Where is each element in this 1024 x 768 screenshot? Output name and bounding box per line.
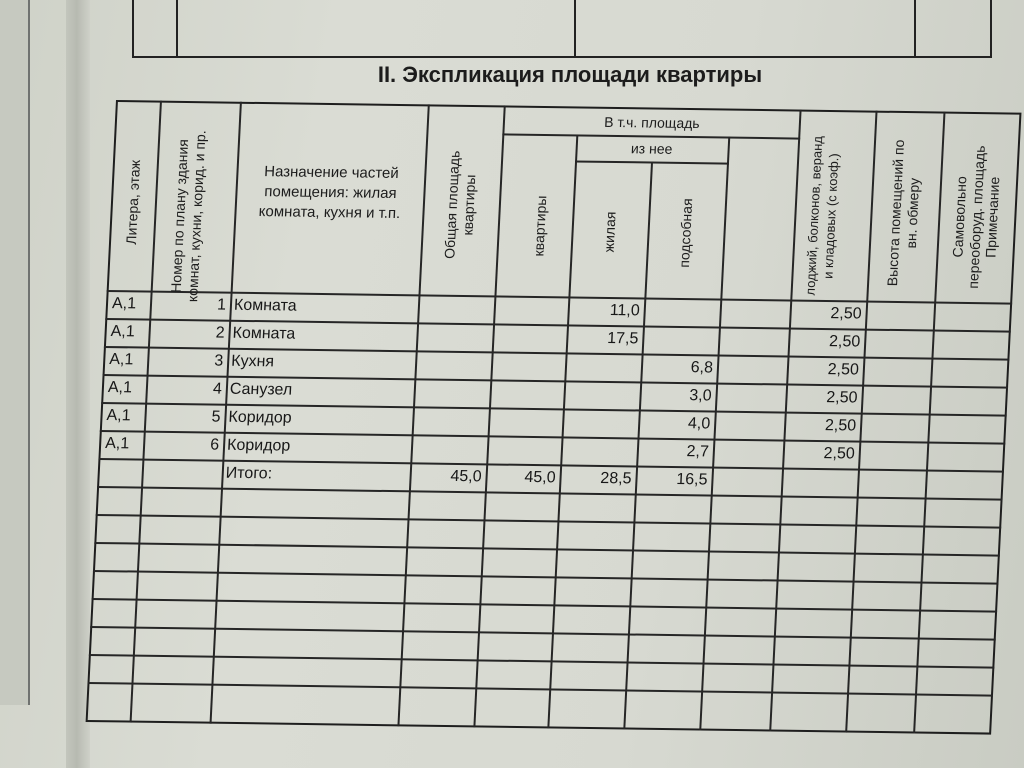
previous-table-divider [914,0,916,56]
section-title: II. Экспликация площади квартиры [377,62,763,87]
row3-podsobnaya: 6,8 [690,359,714,377]
header-v-tch: В т.ч. площадь [603,113,701,132]
header-podsobnaya: подсобная [675,198,695,268]
row2-nomer: 2 [215,324,226,342]
row6-litera: А,1 [104,435,130,453]
header-naznachenie: Назначение частей помещения: жилая комната, кухня и т.п. [258,163,401,223]
header-samovolno: Самовольно переоборуд. площадь [949,145,988,289]
page-fold [66,0,90,768]
row4-litera: А,1 [107,379,133,397]
row1-nomer: 1 [216,296,227,314]
row2-name: Комната [232,324,296,343]
row5-name: Коридор [228,408,293,427]
row5-nomer: 5 [211,408,221,426]
row5-podsobnaya: 4,0 [687,415,711,433]
row6-name: Коридор [226,436,291,455]
header-zhilaya: жилая [600,211,619,253]
header-litera: Литера, этаж [122,159,143,245]
previous-table-bottom [132,0,992,58]
total-label: Итого: [225,464,273,483]
header-iz-nee: из нее [630,140,673,157]
previous-table-divider [574,0,576,56]
header-vysota: Высота помещений по вн. обмеру [883,139,923,287]
previous-table-divider [176,0,178,56]
left-page-edge [0,0,30,705]
row2-vysota: 2,50 [828,333,861,351]
header-lodzhii: лоджий, болконов, веранд и кладовых (с коэф.) [802,135,842,296]
row4-name: Санузел [229,380,293,399]
row1-name: Комната [233,296,298,315]
row3-nomer: 3 [213,352,224,370]
row1-zhilaya: 11,0 [609,302,641,320]
row3-vysota: 2,50 [827,361,860,379]
row6-podsobnaya: 2,7 [686,443,710,461]
header-primechanie: Примечание [981,176,1002,258]
total-obshaya: 45,0 [450,467,483,486]
total-kvartiry: 45,0 [524,468,556,487]
row4-podsobnaya: 3,0 [688,387,713,405]
total-podsobnaya: 16,5 [675,471,708,489]
row5-litera: А,1 [106,407,131,425]
row1-vysota: 2,50 [830,305,863,323]
total-zhilaya: 28,5 [599,469,632,488]
row6-nomer: 6 [209,436,220,454]
explication-table [86,100,1022,735]
row3-name: Кухня [230,352,275,371]
row5-vysota: 2,50 [824,417,857,435]
row1-litera: А,1 [111,295,137,313]
header-obshaya: Общая площадь квартиры [441,150,479,259]
header-kvartiry: квартиры [529,195,549,257]
row4-vysota: 2,50 [825,389,858,407]
row3-litera: А,1 [108,351,134,369]
row6-vysota: 2,50 [823,445,856,463]
row2-zhilaya: 17,5 [606,329,639,348]
row2-litera: А,1 [110,323,136,341]
row4-nomer: 4 [212,380,223,398]
header-nomer: Номер по плану здания комнат, кухни, корид. и пр. [167,130,209,303]
